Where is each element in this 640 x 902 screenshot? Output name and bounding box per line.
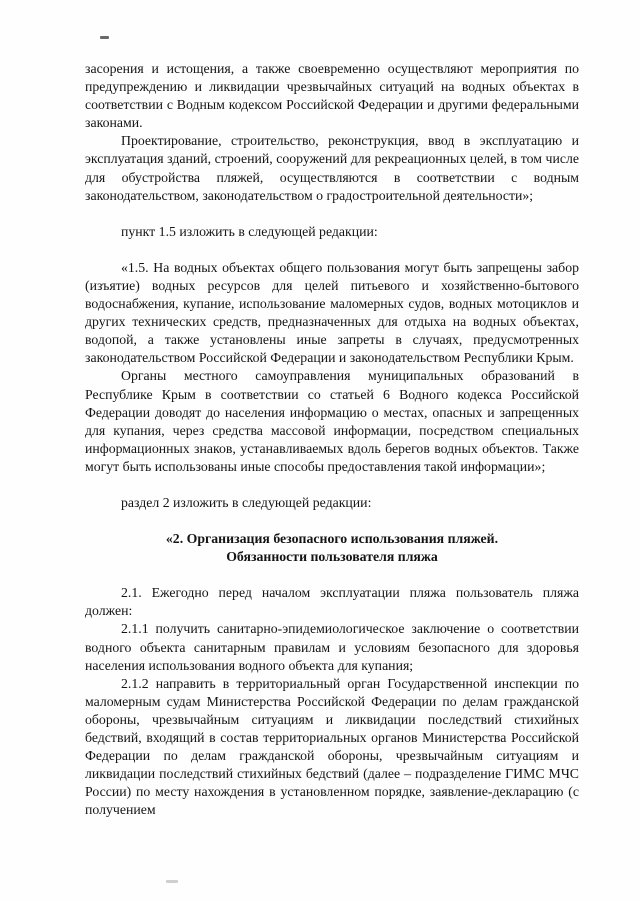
scan-artifact-top: [100, 36, 109, 39]
section-heading-line-1: «2. Организация безопасного использования пляжей.: [165, 531, 499, 547]
section-heading: [85, 530, 579, 566]
paragraph-local-authorities: Органы местного самоуправления муниципальных образований в Республике Крым в соответствии со статьей 6 Водного кодекса Российской Федерации доводят до населения информацию о местах, опасных и запрещенных для купания, через средства массовой информации, посредством специальных информационных знаков, устанавливаемых вдоль берегов водных объектов. Также могут быть использованы иные способы предоставления такой информации»;: [85, 368, 579, 474]
paragraph-point-2-1: 2.1. Ежегодно перед началом эксплуатации пляжа пользователь пляжа должен:: [85, 585, 579, 619]
paragraph-construction: Проектирование, строительство, реконструкция, ввод в эксплуатацию и эксплуатация зданий, строений, сооружений для рекреационных целей, в том числе для обустройства пляжей, осуществляются в соответствии с водным законодательством, законодательством о градостроительной деятельности»;: [85, 133, 579, 203]
amendment-intro-section-2: раздел 2 изложить в следующей редакции:: [121, 494, 372, 510]
amendment-intro-point-1-5: пункт 1.5 изложить в следующей редакции:: [121, 223, 378, 239]
paragraph-continuation: засорения и истощения, а также своевременно осуществляют мероприятия по предупреждению и ликвидации чрезвычайных ситуаций на водных объектах в соответствии с Водным кодексом Российской Федерации и другими федеральными законами.: [85, 61, 579, 131]
paragraph-point-1-5: «1.5. На водных объектах общего пользования могут быть запрещены забор (изъятие) водных ресурсов для целей питьевого и хозяйственно-бытового водоснабжения, купание, использование маломерных судов, водных мотоциклов и других технических средств, предназначенных для отдыха на водных объектах, водопой, а также установлены иные запреты в случаях, предусмотренных законодательством Российской Федерации и законодательством Республики Крым.: [85, 259, 579, 366]
document-content: [85, 60, 579, 819]
paragraph-point-2-1-1: 2.1.1 получить санитарно-эпидемиологическое заключение о соответствии водного объекта санитарным правилам и условиям безопасного для здоровья населения использования водного объекта для купания;: [85, 621, 579, 673]
section-heading-line-2: Обязанности пользователя пляжа: [226, 549, 438, 565]
scan-artifact-bottom: [166, 880, 178, 883]
paragraph-point-2-1-2: 2.1.2 направить в территориальный орган Государственной инспекции по маломерным судам Министерства Российской Федерации по делам гражданской обороны, чрезвычайным ситуациям и ликвидации последствий стихийных бедствий, входящий в состав территориальных органов Министерства Российской Федерации по делам гражданской обороны, чрезвычайным ситуациям и ликвидации последствий стихийных бедствий (далее – подразделение ГИМС МЧС России) по месту нахождения в установленном порядке, заявление-декларацию (с получением: [85, 675, 579, 818]
